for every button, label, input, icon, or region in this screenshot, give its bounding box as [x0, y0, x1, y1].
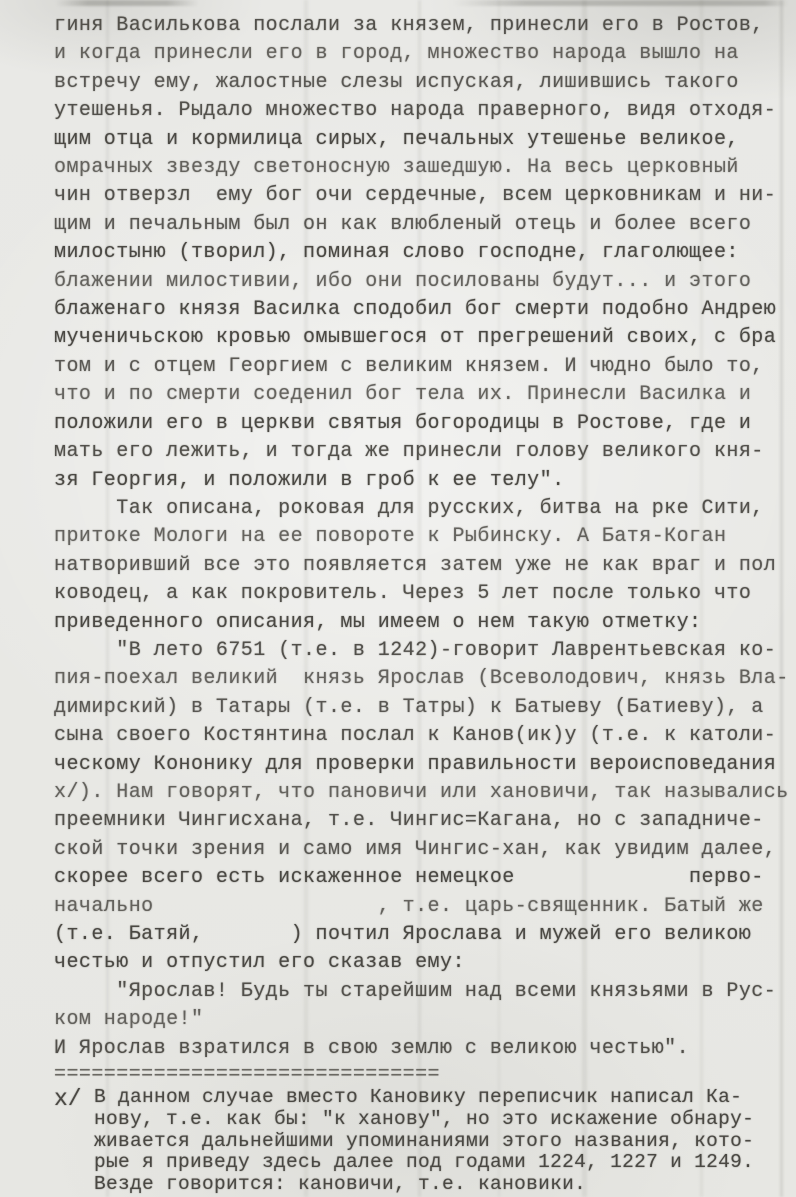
- text-line: мать его лежить, и тогда же принесли голову великого кня-: [54, 440, 764, 464]
- text-line: преемники Чингисхана, т.е. Чингис=Кагана, но с западниче-: [54, 809, 764, 833]
- footnote-lines: [94, 1087, 754, 1196]
- paragraphs-container: [54, 12, 796, 1063]
- text-line: блаженаго князя Василка сподобил бог смерти подобно Андрею: [54, 298, 777, 322]
- text-line: утешенья. Рыдало множество народа праверного, видя отходя-: [54, 99, 777, 123]
- text-line: гиня Василькова послали за князем, принесли его в Ростов,: [54, 14, 764, 37]
- text-line: "В лето 6751 (т.е. в 1242)-говорит Лаврентьевская ко-: [54, 638, 777, 662]
- text-line: и когда принесли его в город, множество народа вышло на: [54, 42, 739, 66]
- paragraph: [54, 637, 796, 978]
- text-line: "Ярослав! Будь ты старейшим над всеми князьями в Рус-: [54, 979, 777, 1003]
- text-line: щим и печальным был он как влюбленый отець и более всего: [54, 212, 752, 236]
- text-line: том и с отцем Георгием с великим князем. И чюдно было то,: [54, 354, 764, 378]
- text-line: ком народе!": [54, 1008, 204, 1032]
- text-line: милостыню (творил), поминая слово господне, глаголющее:: [54, 241, 739, 265]
- text-line: Везде говорится: кановичи, т.е. кановики.: [94, 1173, 587, 1196]
- text-line: пия-поехал великий князь Ярослав (Всеволодович, князь Вла-: [54, 667, 789, 691]
- scan-edge-artifact: [0, 0, 796, 6]
- text-line: притоке Мологи на ее повороте к Рыбинску. А Батя-Коган: [54, 525, 727, 549]
- text-line: начально , т.е. царь-священник. Батый же: [54, 894, 764, 918]
- paragraph: [54, 978, 796, 1035]
- text-line: ской точки зрения и само имя Чингис-хан, как увидим далее,: [54, 837, 777, 861]
- text-line: приведенного описания, мы имеем о нем такую отметку:: [54, 610, 702, 634]
- text-line: нову, т.е. как бы: "к ханову", но это искажение обнару-: [94, 1107, 755, 1130]
- footnote-divider: ===============================: [54, 1063, 441, 1087]
- text-line: ководец, а как покровитель. Через 5 лет после только что: [54, 582, 752, 606]
- text-line: положили его в церкви святыя богородицы в Ростове, где и: [54, 411, 752, 435]
- footnote-marker: х/: [54, 1086, 82, 1113]
- text-line: (т.е. Батяй, ) почтил Ярослава и мужей его великою: [54, 923, 752, 946]
- text-line: рые я приведу здесь далее под годами 1224, 1227 и 1249.: [94, 1151, 755, 1174]
- text-line: натворивший все это появляется затем уже не как враг и пол: [54, 553, 777, 577]
- text-line: встречу ему, жалостные слезы испуская, лишившись такого: [54, 70, 739, 94]
- footnote: [54, 1087, 796, 1196]
- text-line: сына своего Костянтина послал к Канов(ик)у (т.е. к католи-: [54, 724, 777, 748]
- text-line: скорее всего есть искаженное немецкое перво-: [54, 866, 764, 890]
- text-line: что и по смерти соеденил бог тела их. Принесли Василка и: [54, 383, 752, 407]
- text-line: И Ярослав взратился в свою землю с великою честью".: [54, 1036, 690, 1060]
- text-line: ческому Кононику для проверки правильности вероисповедания: [54, 752, 777, 776]
- text-line: щим отца и кормилица сирых, печальных утешенье великое,: [54, 127, 739, 151]
- paragraph: [54, 12, 796, 495]
- text-line: честью и отпустил его сказав ему:: [54, 951, 465, 975]
- text-line: мученичьскою кровью омывшегося от прегрешений своих, с бра: [54, 326, 777, 350]
- text-line: димирский) в Татары (т.е. в Татры) к Батыеву (Батиеву), а: [54, 695, 764, 719]
- paragraph: [54, 495, 796, 637]
- text-line: чин отверзл ему бог очи сердечные, всем церковникам и ни-: [54, 184, 777, 208]
- text-line: живается дальнейшими упоминаниями этого названия, кото-: [94, 1129, 755, 1152]
- text-line: зя Георгия, и положили в гроб к ее телу".: [54, 468, 565, 492]
- text-line: омрачных звезду светоносную зашедшую. На весь церковный: [54, 156, 739, 180]
- document-body: [54, 12, 796, 1196]
- text-line: Так описана, роковая для русских, битва на рке Сити,: [54, 496, 764, 520]
- text-line: х/). Нам говорят, что пановичи или хановичи, так назывались: [54, 780, 789, 804]
- paragraph: [54, 1035, 796, 1063]
- text-line: блажении милостивии, ибо они посилованы будут... и этого: [54, 269, 752, 293]
- text-line: В данном случае вместо Кановику переписчик написал Ка-: [94, 1086, 743, 1109]
